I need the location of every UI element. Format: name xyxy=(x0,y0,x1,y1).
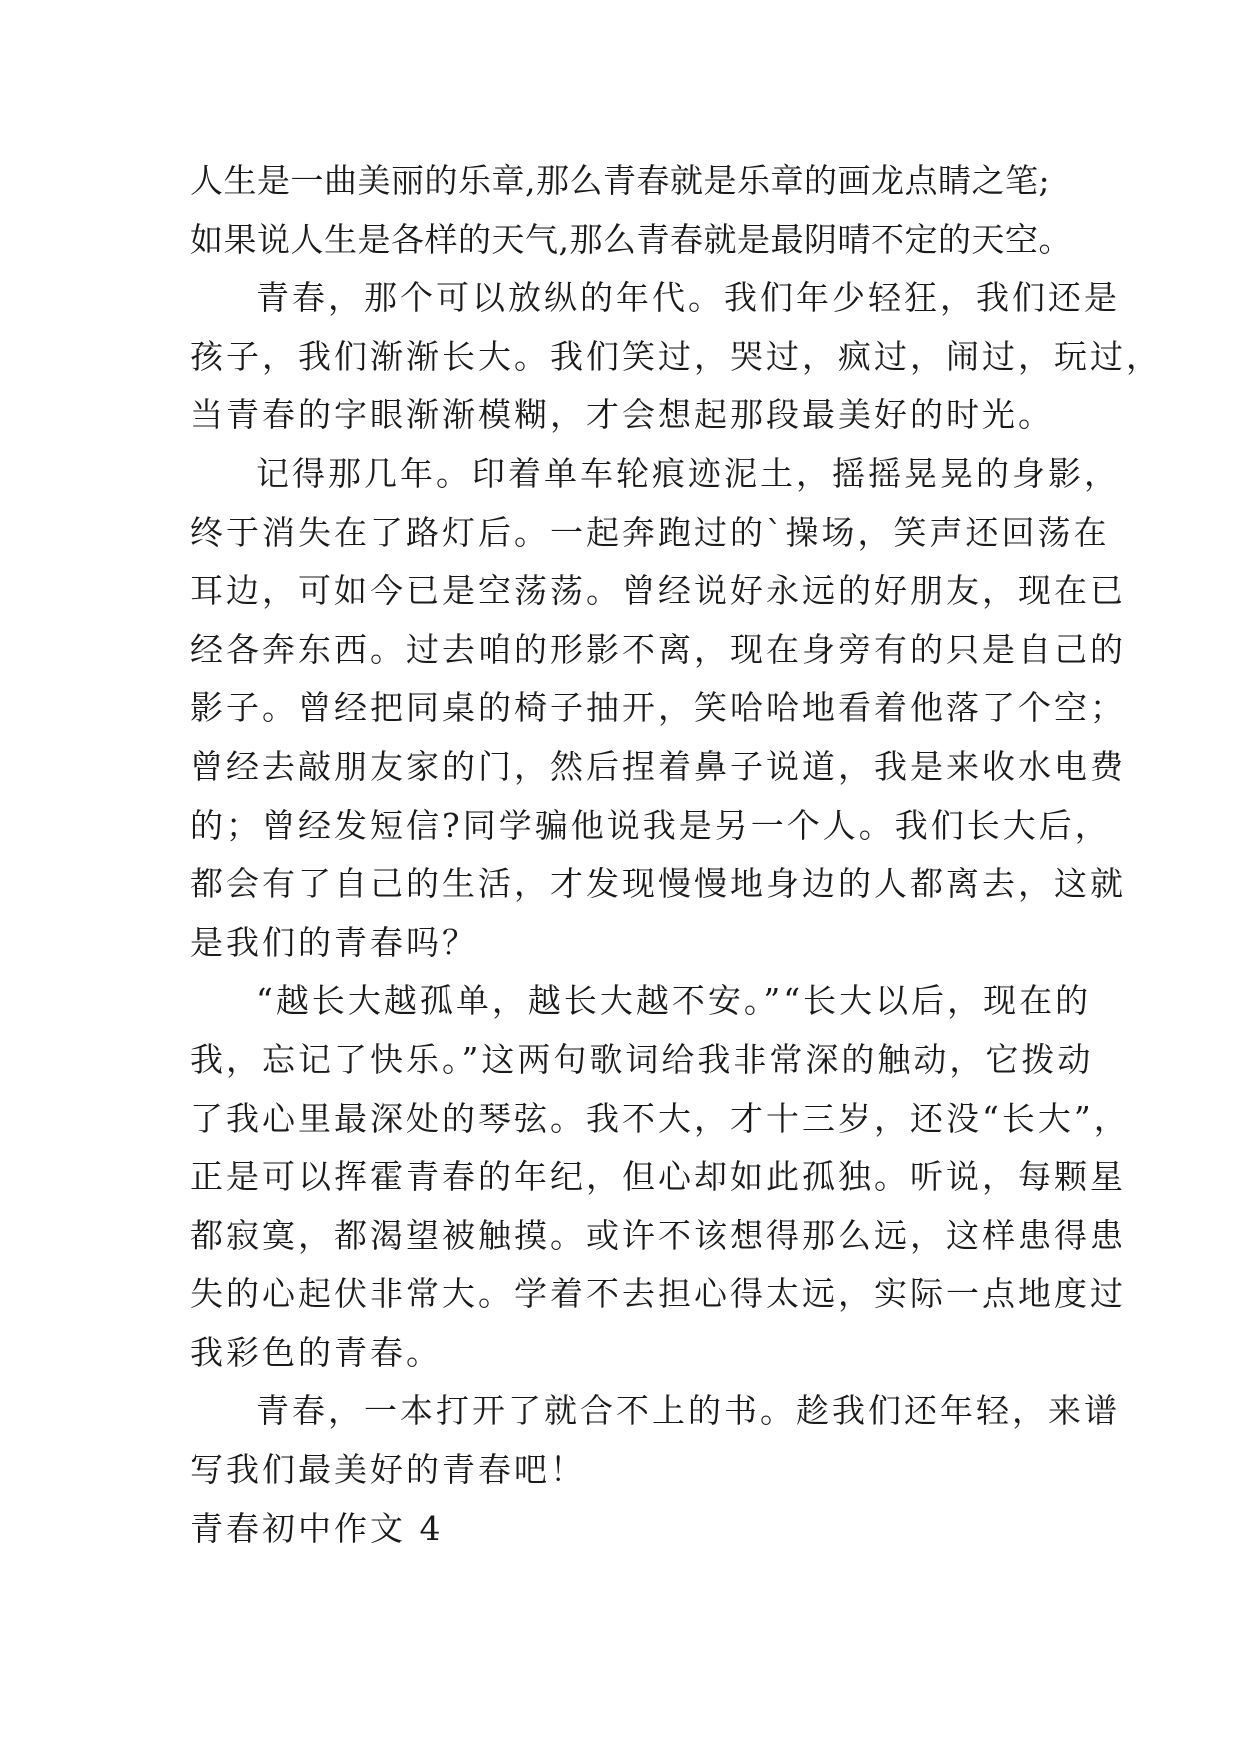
essay-body xyxy=(190,152,1162,1558)
text-line: 是我们的青春吗？ xyxy=(190,922,478,962)
text-line: 终于消失在了路灯后。一起奔跑过的`操场，笑声还回荡在 xyxy=(190,512,1110,552)
text-line: 我，忘记了快乐。”这两句歌词给我非常深的触动，它拨动 xyxy=(190,1039,1094,1079)
paragraph-start-line: 青春，一本打开了就合不上的书。趁我们还年轻，来谱 xyxy=(256,1391,1120,1431)
paragraph-start-line: 青春，那个可以放纵的年代。我们年少轻狂，我们还是 xyxy=(256,278,1120,318)
text-line: 都寂寞，都渴望被触摸。或许不该想得那么远，这样患得患 xyxy=(190,1215,1126,1255)
text-line: 经各奔东西。过去咱的形影不离，现在身旁有的只是自己的 xyxy=(190,629,1126,669)
text-line: 都会有了自己的生活，才发现慢慢地身边的人都离去，这就 xyxy=(190,864,1126,904)
text-line: 曾经去敲朋友家的门，然后捏着鼻子说道，我是来收水电费 xyxy=(190,746,1126,786)
section-heading: 青春初中作文 4 xyxy=(190,1508,444,1548)
paragraph-start-line: 记得那几年。印着单车轮痕迹泥土，摇摇晃晃的身影， xyxy=(256,453,1120,493)
text-line: 孩子，我们渐渐长大。我们笑过，哭过，疯过，闹过，玩过， xyxy=(190,336,1162,376)
text-line: 了我心里最深处的琴弦。我不大，才十三岁，还没“长大”， xyxy=(190,1098,1130,1138)
text-line: 写我们最美好的青春吧！ xyxy=(190,1450,586,1490)
text-line: 的；曾经发短信?同学骗他说我是另一个人。我们长大后， xyxy=(190,805,1111,845)
text-line: 当青春的字眼渐渐模糊，才会想起那段最美好的时光。 xyxy=(190,395,1054,435)
text-line: 如果说人生是各样的天气,那么青春就是最阴晴不定的天空。 xyxy=(190,219,1072,259)
text-line: 耳边，可如今已是空荡荡。曾经说好永远的好朋友，现在已 xyxy=(190,571,1126,611)
text-line: 我彩色的青春。 xyxy=(190,1332,442,1372)
text-line: 正是可以挥霍青春的年纪，但心却如此孤独。听说，每颗星 xyxy=(190,1157,1126,1197)
text-line: 失的心起伏非常大。学着不去担心得太远，实际一点地度过 xyxy=(190,1274,1126,1314)
text-line: 人生是一曲美丽的乐章,那么青春就是乐章的画龙点睛之笔; xyxy=(190,161,1051,200)
paragraph-start-line: “越长大越孤单，越长大越不安。”“长大以后，现在的 xyxy=(256,981,1092,1021)
text-line: 影子。曾经把同桌的椅子抽开，笑哈哈地看着他落了个空； xyxy=(190,688,1126,728)
